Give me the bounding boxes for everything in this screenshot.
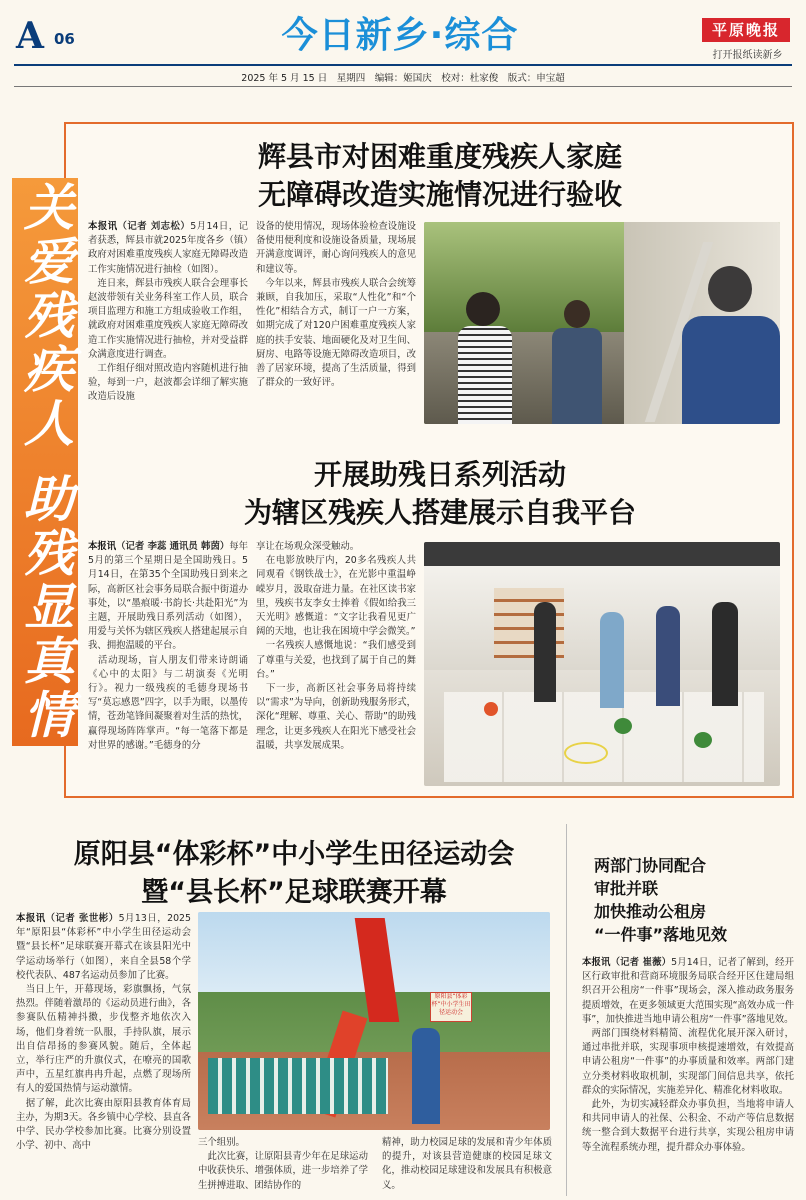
feature-vertical-banner bbox=[12, 178, 78, 746]
header-rule-thin bbox=[14, 86, 792, 87]
column-divider bbox=[566, 824, 567, 1196]
article2-col1-text: 每年5月的第三个星期日是全国助残日。5月14日，在第35个全国助残日到来之际，高新区社会事务局联合振中街道办事处，以“墨痕暖·书韵长·共赴阳光”为主题，开展助残日系列活动（如图），用爱与关怀为辖区残疾人搭建起展示自我、拥抱温暖的平台。 活动现场，盲人朋友们带来诗朗诵《心中的太阳》与二胡演奏《光明行》。视力一级残疾的毛德身现场书写“莫忘感恩”四字，以手为眼，以墨传情，苍劲笔锋间凝聚着对生活的热忱，赢得现场阵阵掌声。“每一笔落下都是对世界的感谢。”毛德身的分 bbox=[88, 541, 248, 751]
vegetable bbox=[614, 718, 632, 734]
article3-photo bbox=[198, 912, 550, 1130]
article1-photo bbox=[424, 222, 780, 424]
article4-headline bbox=[594, 854, 794, 946]
article3-col2: 三个组别。 此次比赛，让原阳县青少年在足球运动中收获快乐、增强体质，进一步培养了学生拼搏进取、团结协作的 bbox=[198, 1137, 368, 1191]
article2-col2: 享让在场观众深受触动。 在电影放映厅内，20多名残疾人共同观看《钢铁战士》，在光影中重温峥嵘岁月，汲取奋进力量。在社区读书家里，残疾书友李女士捧着《假如给我三天光明》感慨道：“文字让我看见更广阔的天地，也让我在困境中学会微笑。” 一名残疾人感慨地说：“我们感受到了尊重与关爱，也找到了属于自己的舞台。” 下一步，高新区社会事务局将持续以“需求”为导向，创新助残服务形式，深化“理解、尊重、关心、帮助”的助残理念，让更多残疾人在阳光下感受社会温暖，共享发展成果。 bbox=[256, 541, 416, 751]
section-masthead: 今日新乡·综合 bbox=[281, 15, 519, 56]
person-body bbox=[458, 326, 512, 424]
person bbox=[712, 602, 738, 706]
article1-lead: 本报讯 bbox=[88, 221, 118, 232]
person bbox=[600, 612, 624, 708]
article1-col1 bbox=[88, 220, 248, 416]
article3-headline-line2: 暨“县长杯”足球联赛开幕 bbox=[141, 877, 447, 908]
article1-headline bbox=[150, 138, 730, 214]
article4-body bbox=[582, 956, 794, 1194]
person bbox=[534, 602, 556, 702]
slogan: 打开报纸读新乡 bbox=[712, 50, 783, 61]
team-banner: 原阳县“体彩杯”中小学生田径运动会 bbox=[430, 992, 472, 1022]
hoop bbox=[564, 742, 608, 764]
article1-col1-text: 5月14日，记者获悉，辉县市就2025年度各乡（镇）政府对困难重度残疾人家庭无障碍改造工作实施情况进行抽检（如图）。 连日来，辉县市残疾人联合会理事长赵波带领有关业务科室工作人员，联合项目监理方和施工方组成验收工作组，就政府对困难重度残疾人家庭无障碍改造工作实施情况进行抽检，并对受益群众满意度进行调查。 工作组仔细对照改造内容随机进行抽验，每到一户，赵波都会详细了解实施改造后设施 bbox=[88, 221, 248, 403]
article1-headline-line1: 辉县市对困难重度残疾人家庭 bbox=[257, 140, 622, 173]
article4-body-text: 5月14日，记者了解到，经开区行政审批和营商环境服务局联合经开区住建局组织召开公租房“一件事”现场会，深入推动政务服务提质增效，在更多领域更大范围实现“高效办成一件事”，加快推进当地申请公租房“一件事”落地见效。 两部门围绕材料精简、流程优化展开深入研讨，通过串批并联，实现事项申核提速增效，有效提高申请公租房“一件事”的办事质量和效率。两部门建立分类材料收取机制，实现部门间信息共享，依托群众的实际情况，实施差异化、精准化材料收取。 此外，为切实减轻群众办事负担，当地将申请人和共同申请人的社保、公积金、不动产等信息数据统一整合到大数据平台进行共享，实现公租房申请等全流程系统办理，提升群众办事体验。 bbox=[582, 957, 794, 1153]
article4-headline-line4: “一件事”落地见效 bbox=[594, 925, 728, 944]
header-rule bbox=[14, 64, 792, 66]
vegetable bbox=[694, 732, 712, 748]
article2-headline-line2: 为辖区残疾人搭建展示自我平台 bbox=[243, 496, 636, 529]
article2-headline-line1: 开展助残日系列活动 bbox=[313, 458, 566, 491]
person-body bbox=[682, 316, 780, 424]
person-head bbox=[466, 292, 500, 326]
article2-headline bbox=[150, 456, 730, 532]
article2-byline: （记者 李蕊 通讯员 韩茵） bbox=[116, 541, 230, 552]
vegetable bbox=[484, 702, 498, 716]
article3-headline-line1: 原阳县“体彩杯”中小学生田径运动会 bbox=[73, 839, 515, 870]
article2-lead: 本报讯 bbox=[88, 541, 117, 552]
article1-headline-line2: 无障碍改造实施情况进行验收 bbox=[257, 178, 622, 211]
ceiling bbox=[424, 542, 780, 566]
article3-lead: 本报讯 bbox=[16, 913, 46, 924]
article4-lead: 本报讯 bbox=[582, 957, 611, 968]
person-head bbox=[564, 300, 590, 328]
newspaper-logo: 平原晚报 bbox=[702, 18, 790, 42]
article3-col1-text: 5月13日，2025年“原阳县“体彩杯”中小学生田径运动会暨“县长杯”足球联赛开幕式在该县阳光中学运动场举行（如图），来自全县58个学校代表队、487名运动员参加了比赛。 当日上午，开幕现场，彩旗飘扬，气氛热烈。伴随着激昂的《运动员进行曲》，各参赛队伍精神抖擞，步伐整齐地依次入场，他们身着统一队服，手持队旗，展示出自信昂扬的参赛风貌。随后，全体起立，举行庄严的升旗仪式，在嘹亮的国歌声中，五星红旗冉冉升起，点燃了现场所有人的爱国热情与运动激情。 据了解，此次比赛由原阳县教育体育局主办，为期3天。各乡镇中心学校、县直各中学、民办学校参加比赛。比赛分别设置小学、初中、高中 bbox=[16, 913, 191, 1152]
article1-byline: （记者 刘志松） bbox=[117, 221, 191, 232]
person-head bbox=[708, 266, 752, 312]
page-letter: A bbox=[16, 15, 44, 57]
page-number: 06 bbox=[54, 30, 75, 48]
athlete-column bbox=[208, 1058, 388, 1114]
article2-photo bbox=[424, 542, 780, 786]
person-body bbox=[552, 328, 602, 424]
article4-headline-line2: 审批并联 bbox=[594, 879, 659, 898]
banner-text: 关爱残疾人 助残显真情 bbox=[16, 181, 74, 743]
article4-headline-line3: 加快推动公租房 bbox=[594, 902, 707, 921]
article3-col3: 精神，助力校园足球的发展和青少年体质的提升，对该县营造健康的校园足球文化，推动校园足球建设和发展具有积极意义。 bbox=[382, 1137, 552, 1191]
article4-byline: （记者 崔薇） bbox=[610, 957, 672, 968]
article2-col1 bbox=[88, 540, 248, 786]
article3-headline bbox=[14, 836, 574, 912]
person bbox=[412, 1028, 440, 1124]
article3-col1 bbox=[16, 912, 191, 1194]
person bbox=[656, 606, 680, 706]
article1-col2: 设备的使用情况，现场体验检查设施设备使用便利度和设施设备质量，现场展开满意度调评，耐心询问残疾人的意见和建议等。 今年以来，辉县市残疾人联合会统筹兼顾，自我加压，采取“人性化”和“个性化”相结合方式，制订一户一方案，如期完成了对120户困难重度残疾人家庭的扶手安装、地面硬化及对卫生间、厨房、电路等设施无障碍改造项目，改善了居家环境，提高了生活质量，得到了群众的一致好评。 bbox=[256, 221, 416, 389]
issue-meta: 2025 年 5 月 15 日 星期四 编辑：姬国庆 校对：杜家俊 版式：申宝超 bbox=[241, 73, 565, 84]
article4-headline-line1: 两部门协同配合 bbox=[594, 856, 707, 875]
article3-byline: （记者 张世彬） bbox=[45, 913, 119, 924]
